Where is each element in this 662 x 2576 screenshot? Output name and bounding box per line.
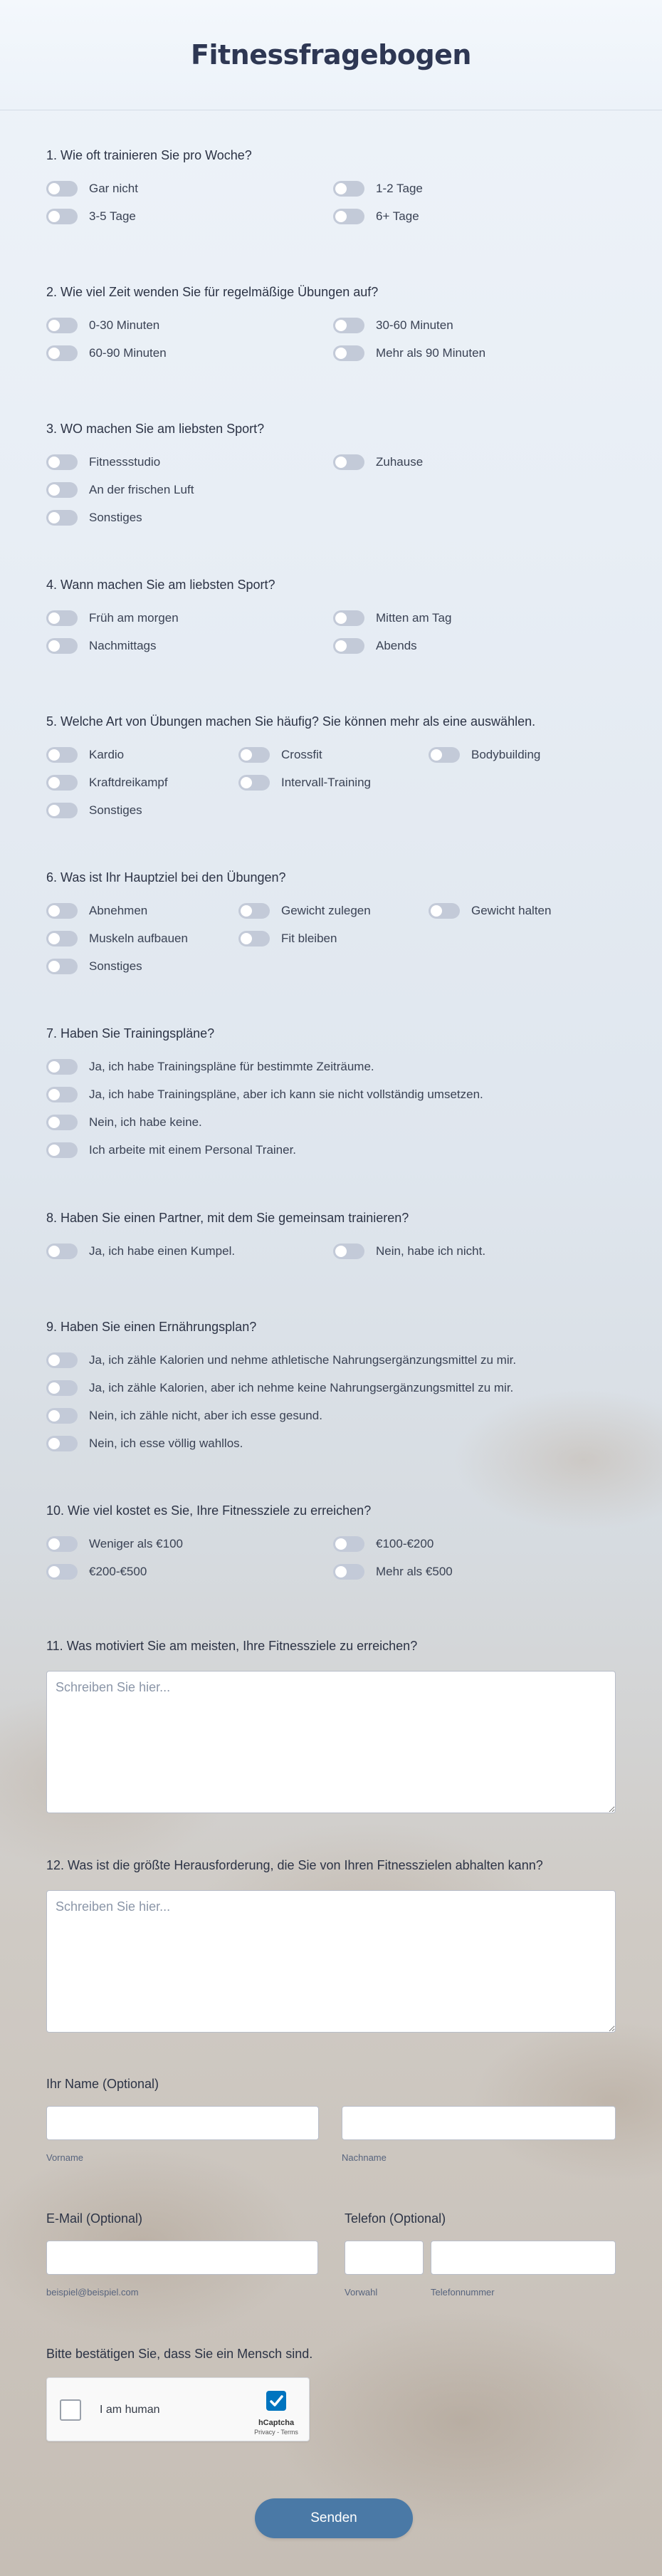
option-toggle[interactable] bbox=[238, 902, 371, 919]
option-toggle[interactable] bbox=[46, 1563, 147, 1580]
toggle-switch[interactable] bbox=[46, 775, 78, 791]
phone-number-input[interactable] bbox=[431, 2241, 616, 2275]
question-4 bbox=[46, 577, 616, 652]
option-toggle[interactable] bbox=[46, 1407, 322, 1424]
option-label: Sonstiges bbox=[89, 803, 142, 817]
option-label: €100-€200 bbox=[376, 1537, 434, 1550]
challenge-textarea[interactable] bbox=[46, 1890, 616, 2033]
option-label: Gewicht halten bbox=[471, 904, 552, 917]
option-label: Sonstiges bbox=[89, 511, 142, 524]
motivation-textarea[interactable] bbox=[46, 1671, 616, 1813]
hcaptcha-brand: hCaptcha bbox=[258, 2419, 295, 2427]
option-label: 0-30 Minuten bbox=[89, 318, 160, 332]
toggle-switch[interactable] bbox=[46, 454, 78, 470]
option-label: Sonstiges bbox=[89, 959, 142, 973]
question-3 bbox=[46, 421, 616, 524]
toggle-switch[interactable] bbox=[46, 1564, 78, 1580]
toggle-switch[interactable] bbox=[46, 1115, 78, 1130]
question-7 bbox=[46, 1026, 616, 1157]
question-12 bbox=[46, 1857, 616, 1873]
option-label: Kraftdreikampf bbox=[89, 776, 168, 789]
toggle-switch[interactable] bbox=[333, 181, 364, 197]
option-toggle[interactable] bbox=[46, 610, 179, 627]
option-toggle[interactable] bbox=[46, 481, 194, 499]
option-toggle[interactable] bbox=[333, 180, 423, 197]
option-label: Ich arbeite mit einem Personal Trainer. bbox=[89, 1143, 297, 1157]
question-label: 2. Wie viel Zeit wenden Sie für regelmäßige Übungen auf? bbox=[46, 285, 379, 299]
option-label: 3-5 Tage bbox=[89, 209, 136, 223]
option-toggle[interactable] bbox=[46, 802, 142, 819]
option-label: 6+ Tage bbox=[376, 209, 419, 223]
toggle-switch[interactable] bbox=[333, 454, 364, 470]
captcha-label: Bitte bestätigen Sie, dass Sie ein Mensch sind. bbox=[46, 2347, 313, 2361]
toggle-switch[interactable] bbox=[238, 931, 270, 947]
toggle-switch[interactable] bbox=[46, 1408, 78, 1424]
toggle-switch[interactable] bbox=[238, 775, 270, 791]
name-field bbox=[46, 2076, 616, 2163]
question-label: 10. Wie viel kostet es Sie, Ihre Fitnessziele zu erreichen? bbox=[46, 1503, 372, 1518]
question-label: 9. Haben Sie einen Ernährungsplan? bbox=[46, 1320, 257, 1334]
question-label: 11. Was motiviert Sie am meisten, Ihre Fitnessziele zu erreichen? bbox=[46, 1639, 418, 1653]
toggle-switch[interactable] bbox=[46, 318, 78, 333]
option-label: Bodybuilding bbox=[471, 748, 541, 761]
form-title: Fitnessfragebogen bbox=[191, 39, 471, 71]
toggle-switch[interactable] bbox=[238, 903, 270, 919]
option-toggle[interactable] bbox=[333, 345, 485, 362]
option-label: Nein, ich habe keine. bbox=[89, 1115, 202, 1129]
toggle-switch[interactable] bbox=[333, 638, 364, 654]
option-toggle[interactable] bbox=[333, 1563, 453, 1580]
first-name-sublabel: Vorname bbox=[46, 2152, 84, 2163]
question-9 bbox=[46, 1319, 616, 1450]
option-toggle[interactable] bbox=[238, 930, 337, 947]
toggle-switch[interactable] bbox=[333, 610, 364, 626]
option-label: Mehr als 90 Minuten bbox=[376, 346, 486, 360]
option-label: An der frischen Luft bbox=[89, 483, 194, 496]
area-code-input[interactable] bbox=[345, 2241, 424, 2275]
option-label: Gar nicht bbox=[89, 182, 138, 195]
option-label: Ja, ich habe Trainingspläne für bestimmte Zeiträume. bbox=[89, 1060, 374, 1073]
question-label: 5. Welche Art von Übungen machen Sie häufig? Sie können mehr als eine auswählen. bbox=[46, 714, 536, 729]
option-label: Gewicht zulegen bbox=[281, 904, 371, 917]
option-label: Mitten am Tag bbox=[376, 611, 452, 625]
option-toggle[interactable] bbox=[333, 1535, 434, 1553]
option-label: Intervall-Training bbox=[281, 776, 371, 789]
option-toggle[interactable] bbox=[46, 1352, 516, 1369]
option-toggle[interactable] bbox=[46, 1114, 202, 1131]
question-11 bbox=[46, 1638, 616, 1654]
option-toggle[interactable] bbox=[46, 1243, 235, 1260]
option-label: Weniger als €100 bbox=[89, 1537, 183, 1550]
option-label: Mehr als €500 bbox=[376, 1565, 453, 1578]
toggle-switch[interactable] bbox=[46, 482, 78, 498]
option-label: Ja, ich zähle Kalorien, aber ich nehme keine Nahrungsergänzungsmittel zu mir. bbox=[89, 1381, 514, 1394]
option-label: Früh am morgen bbox=[89, 611, 179, 625]
question-8 bbox=[46, 1210, 616, 1258]
last-name-input[interactable] bbox=[342, 2106, 616, 2140]
question-2 bbox=[46, 284, 616, 360]
toggle-switch[interactable] bbox=[46, 209, 78, 224]
question-label: 6. Was ist Ihr Hauptziel bei den Übungen? bbox=[46, 870, 286, 885]
submit-button[interactable]: Senden bbox=[255, 2498, 413, 2538]
captcha-section bbox=[46, 2346, 616, 2362]
option-label: Zuhause bbox=[376, 455, 424, 469]
toggle-switch[interactable] bbox=[46, 959, 78, 974]
toggle-switch[interactable] bbox=[46, 1243, 78, 1259]
first-name-input[interactable] bbox=[46, 2106, 319, 2140]
option-toggle[interactable] bbox=[46, 1058, 374, 1075]
option-label: 30-60 Minuten bbox=[376, 318, 453, 332]
toggle-switch[interactable] bbox=[46, 510, 78, 526]
option-toggle[interactable] bbox=[333, 1243, 485, 1260]
toggle-switch[interactable] bbox=[46, 1436, 78, 1451]
option-toggle[interactable] bbox=[46, 345, 167, 362]
toggle-switch[interactable] bbox=[46, 1059, 78, 1075]
question-6 bbox=[46, 870, 616, 973]
toggle-switch[interactable] bbox=[333, 1536, 364, 1552]
option-toggle[interactable] bbox=[46, 1086, 483, 1103]
phone-label: Telefon (Optional) bbox=[345, 2211, 446, 2226]
toggle-switch[interactable] bbox=[238, 747, 270, 763]
option-toggle[interactable] bbox=[46, 317, 159, 334]
option-toggle[interactable] bbox=[333, 610, 451, 627]
question-label: 12. Was ist die größte Herausforderung, die Sie von Ihren Fitnesszielen abhalten kann? bbox=[46, 1858, 543, 1872]
option-label: 1-2 Tage bbox=[376, 182, 423, 195]
option-toggle[interactable] bbox=[46, 208, 136, 225]
option-toggle[interactable] bbox=[46, 1142, 296, 1159]
hcaptcha-icon bbox=[263, 2388, 289, 2414]
option-toggle[interactable] bbox=[46, 958, 142, 975]
option-label: Ja, ich habe einen Kumpel. bbox=[89, 1244, 236, 1258]
option-label: Ja, ich habe Trainingspläne, aber ich kann sie nicht vollständig umsetzen. bbox=[89, 1088, 483, 1101]
toggle-switch[interactable] bbox=[46, 1087, 78, 1102]
hcaptcha-links[interactable]: Privacy - Terms bbox=[254, 2429, 298, 2436]
option-label: Nein, ich esse völlig wahllos. bbox=[89, 1436, 243, 1450]
captcha-checkbox[interactable] bbox=[60, 2399, 81, 2421]
captcha-checkbox-label: I am human bbox=[100, 2404, 160, 2416]
option-toggle[interactable] bbox=[333, 637, 417, 655]
question-label: 1. Wie oft trainieren Sie pro Woche? bbox=[46, 148, 252, 162]
option-toggle[interactable] bbox=[46, 1435, 243, 1452]
option-toggle[interactable] bbox=[238, 774, 371, 791]
phone-number-sublabel: Telefonnummer bbox=[431, 2287, 495, 2298]
question-10 bbox=[46, 1503, 616, 1578]
question-label: 4. Wann machen Sie am liebsten Sport? bbox=[46, 578, 275, 592]
toggle-switch[interactable] bbox=[333, 318, 364, 333]
option-label: Fitnessstudio bbox=[89, 455, 161, 469]
toggle-switch[interactable] bbox=[46, 345, 78, 361]
option-toggle[interactable] bbox=[46, 774, 168, 791]
captcha-widget bbox=[46, 2377, 310, 2441]
toggle-switch[interactable] bbox=[333, 1243, 364, 1259]
option-label: Kardio bbox=[89, 748, 125, 761]
option-toggle[interactable] bbox=[46, 637, 156, 655]
option-label: Muskeln aufbauen bbox=[89, 932, 188, 945]
option-toggle[interactable] bbox=[333, 454, 423, 471]
option-label: Abnehmen bbox=[89, 904, 148, 917]
option-label: €200-€500 bbox=[89, 1565, 147, 1578]
toggle-switch[interactable] bbox=[46, 1352, 78, 1368]
question-label: 7. Haben Sie Trainingspläne? bbox=[46, 1026, 215, 1041]
option-label: Fit bleiben bbox=[281, 932, 337, 945]
toggle-switch[interactable] bbox=[333, 345, 364, 361]
hcaptcha-logo bbox=[253, 2388, 299, 2436]
option-toggle[interactable] bbox=[46, 180, 138, 197]
toggle-switch[interactable] bbox=[46, 1380, 78, 1396]
toggle-switch[interactable] bbox=[46, 931, 78, 947]
question-label: 3. WO machen Sie am liebsten Sport? bbox=[46, 422, 265, 436]
toggle-switch[interactable] bbox=[46, 1142, 78, 1158]
option-toggle[interactable] bbox=[46, 509, 142, 526]
last-name-sublabel: Nachname bbox=[342, 2152, 387, 2163]
option-toggle[interactable] bbox=[429, 902, 551, 919]
option-label: 60-90 Minuten bbox=[89, 346, 167, 360]
option-label: Ja, ich zähle Kalorien und nehme athletische Nahrungsergänzungsmittel zu mir. bbox=[89, 1353, 517, 1367]
option-toggle[interactable] bbox=[46, 1535, 183, 1553]
option-label: Crossfit bbox=[281, 748, 322, 761]
toggle-switch[interactable] bbox=[333, 209, 364, 224]
toggle-switch[interactable] bbox=[46, 903, 78, 919]
email-input[interactable] bbox=[46, 2241, 318, 2275]
option-label: Nein, ich zähle nicht, aber ich esse gesund. bbox=[89, 1409, 322, 1422]
email-label: E-Mail (Optional) bbox=[46, 2211, 143, 2226]
option-toggle[interactable] bbox=[333, 208, 419, 225]
option-toggle[interactable] bbox=[429, 746, 540, 763]
area-code-sublabel: Vorwahl bbox=[345, 2287, 378, 2298]
option-toggle[interactable] bbox=[46, 902, 147, 919]
toggle-switch[interactable] bbox=[429, 747, 460, 763]
toggle-switch[interactable] bbox=[46, 181, 78, 197]
option-label: Nein, habe ich nicht. bbox=[376, 1244, 486, 1258]
form-header bbox=[0, 0, 662, 110]
option-label: Abends bbox=[376, 639, 417, 652]
question-label: 8. Haben Sie einen Partner, mit dem Sie gemeinsam trainieren? bbox=[46, 1211, 409, 1225]
option-toggle[interactable] bbox=[46, 1380, 513, 1397]
toggle-switch[interactable] bbox=[333, 1564, 364, 1580]
option-label: Nachmittags bbox=[89, 639, 157, 652]
toggle-switch[interactable] bbox=[46, 638, 78, 654]
name-label: Ihr Name (Optional) bbox=[46, 2077, 159, 2091]
toggle-switch[interactable] bbox=[46, 747, 78, 763]
toggle-switch[interactable] bbox=[46, 610, 78, 626]
question-5 bbox=[46, 714, 616, 817]
option-toggle[interactable] bbox=[46, 746, 124, 763]
option-toggle[interactable] bbox=[333, 317, 453, 334]
email-sublabel: beispiel@beispiel.com bbox=[46, 2287, 139, 2298]
option-toggle[interactable] bbox=[46, 930, 188, 947]
option-toggle[interactable] bbox=[238, 746, 322, 763]
toggle-switch[interactable] bbox=[46, 1536, 78, 1552]
toggle-switch[interactable] bbox=[429, 903, 460, 919]
question-1 bbox=[46, 147, 616, 223]
toggle-switch[interactable] bbox=[46, 803, 78, 818]
option-toggle[interactable] bbox=[46, 454, 160, 471]
